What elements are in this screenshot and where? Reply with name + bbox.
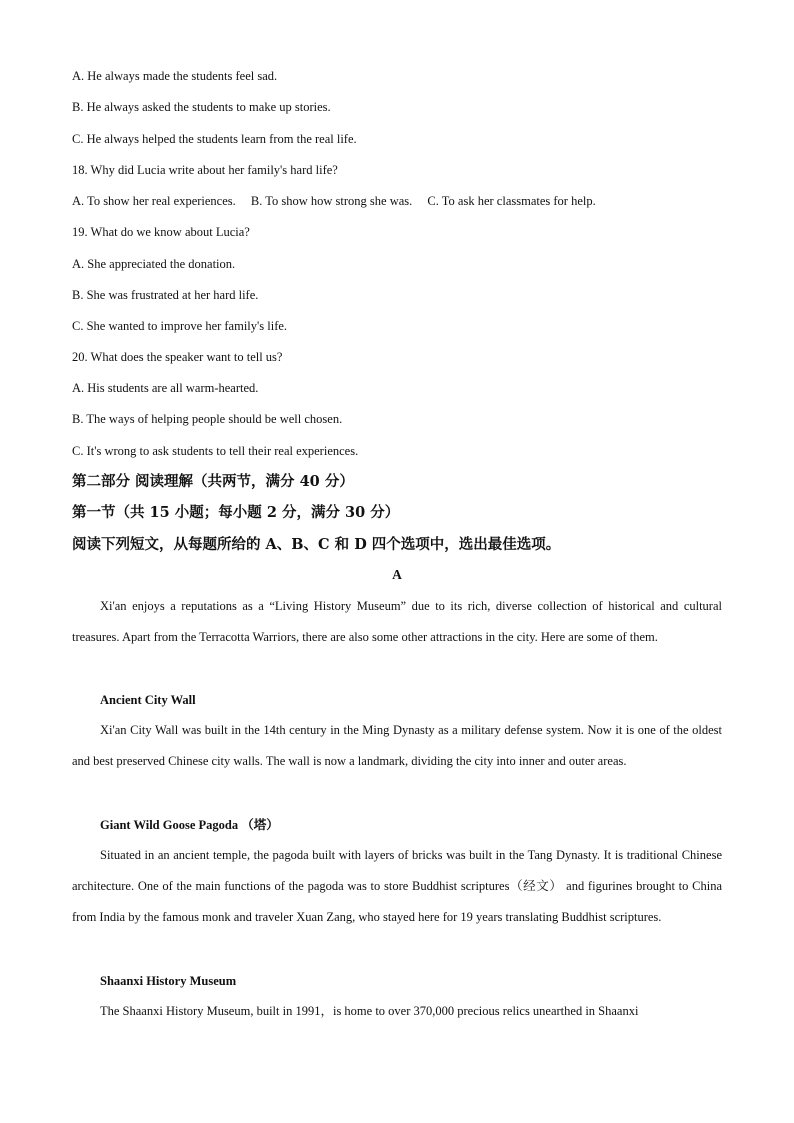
pagoda-title: Giant Wild Goose Pagoda （塔） <box>100 818 279 832</box>
museum-paragraph <box>72 996 722 1027</box>
passage-intro-text: Xi'an enjoys a reputations as a “Living History Museum” due to its rich, diverse collection of historical and cultural treasures. Apart from the Terracotta Warriors, there are also some other attractions in the city. Here are some of them. <box>72 599 722 644</box>
wall-title: Ancient City Wall <box>100 693 196 707</box>
pagoda-text: Situated in an ancient temple, the pagoda built with layers of bricks was built in the Tang Dynasty. It is traditional Chinese architecture. One of the main functions of the pagoda was to store Buddhist scriptures（经文） and figurines brought to China from India by the famous monk and traveler Xuan Zang, who stayed here for 19 years translating Buddhist scriptures. <box>72 848 722 924</box>
wall-paragraph <box>72 715 722 777</box>
q19-question: 19. What do we know about Lucia? <box>72 225 250 239</box>
pagoda-paragraph <box>72 840 722 933</box>
q20-option-a: A. His students are all warm-hearted. <box>72 381 259 395</box>
q20-option-b: B. The ways of helping people should be well chosen. <box>72 412 343 426</box>
q20-question: 20. What does the speaker want to tell us? <box>72 350 283 364</box>
q18-option-c: C. To ask her classmates for help. <box>427 194 596 208</box>
q17-option-b: B. He always asked the students to make up stories. <box>72 100 331 114</box>
q18-option-a: A. To show her real experiences. <box>72 194 236 208</box>
section1-heading: 第一节（共 15 小题；每小题 2 分，满分 30 分） <box>72 504 400 521</box>
q18-option-b: B. To show how strong she was. <box>250 194 413 208</box>
q17-option-a: A. He always made the students feel sad. <box>72 69 278 83</box>
museum-text: The Shaanxi History Museum, built in 1991，is home to over 370,000 precious relics unearthed in Shaanxi <box>100 1004 639 1018</box>
museum-title: Shaanxi History Museum <box>100 974 237 988</box>
q20-option-c: C. It's wrong to ask students to tell their real experiences. <box>72 444 359 458</box>
part2-heading: 第二部分 阅读理解（共两节，满分 40 分） <box>72 473 354 490</box>
q18-options <box>72 193 608 209</box>
q19-option-a: A. She appreciated the donation. <box>72 257 236 271</box>
q19-option-c: C. She wanted to improve her family's life. <box>72 319 288 333</box>
q19-option-b: B. She was frustrated at her hard life. <box>72 288 259 302</box>
passage-label: A <box>392 567 402 582</box>
wall-text: Xi'an City Wall was built in the 14th century in the Ming Dynasty as a military defense system. Now it is one of the oldest and best preserved Chinese city walls. The wall is now a landmark, dividing the city into inner and outer areas. <box>72 723 722 768</box>
q18-question: 18. Why did Lucia write about her family's hard life? <box>72 163 338 177</box>
passage-intro <box>72 591 722 653</box>
reading-instruction: 阅读下列短文，从每题所给的 A、B、C 和 D 四个选项中，选出最佳选项。 <box>72 536 561 553</box>
q17-option-c: C. He always helped the students learn from the real life. <box>72 132 357 146</box>
